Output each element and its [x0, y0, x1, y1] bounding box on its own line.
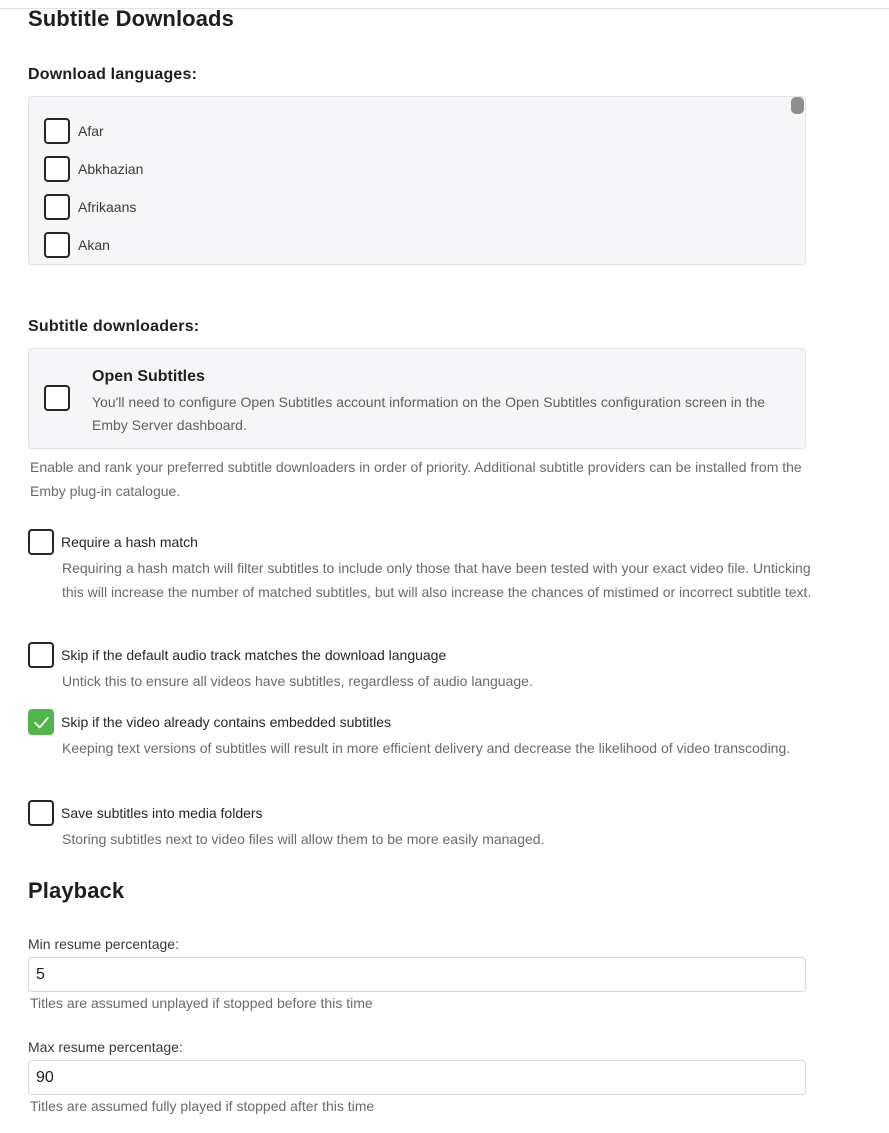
checkmark-icon: [33, 714, 50, 731]
option-description: Storing subtitles next to video files will allow them to be more easily managed.: [62, 831, 545, 847]
option-description: Untick this to ensure all videos have subtitles, regardless of audio language.: [62, 673, 533, 689]
language-label: Akan: [78, 237, 110, 253]
require-hash-match-checkbox[interactable]: [28, 529, 54, 555]
languages-scrollbar-thumb[interactable]: [791, 97, 804, 114]
option-skip-embedded-subtitles[interactable]: [28, 709, 818, 782]
option-label[interactable]: Skip if the video already contains embedded subtitles: [61, 714, 391, 730]
option-label[interactable]: Require a hash match: [61, 534, 198, 550]
download-languages-label: Download languages:: [28, 66, 198, 83]
max-resume-input[interactable]: [28, 1060, 806, 1095]
language-label: Afrikaans: [78, 199, 137, 215]
option-description: Requiring a hash match will filter subtitles to include only those that have been tested with your exact video file. Unticking this will increase the number of matched subtitles, but will also increase the chances of mistimed or incorrect subtitle text.: [62, 560, 812, 600]
max-resume-label: Max resume percentage:: [28, 1039, 183, 1055]
skip-default-audio-checkbox[interactable]: [28, 642, 54, 668]
max-resume-help: Titles are assumed fully played if stopped after this time: [30, 1098, 375, 1114]
option-skip-default-audio[interactable]: [28, 642, 818, 692]
option-description: Keeping text versions of subtitles will result in more efficient delivery and decrease the likelihood of video transcoding.: [62, 740, 791, 756]
language-label: Afar: [78, 123, 104, 139]
save-into-media-folders-checkbox[interactable]: [28, 800, 54, 826]
downloader-checkbox[interactable]: [44, 385, 70, 411]
downloaders-help-text: Enable and rank your preferred subtitle downloaders in order of priority. Additional subtitle providers can be installed from the Emby plug-in catalogue.: [30, 459, 802, 499]
skip-embedded-subtitles-checkbox[interactable]: [28, 709, 54, 735]
min-resume-label: Min resume percentage:: [28, 936, 179, 952]
min-resume-help: Titles are assumed unplayed if stopped before this time: [30, 995, 373, 1011]
option-label[interactable]: Skip if the default audio track matches the download language: [61, 647, 447, 663]
playback-heading: Playback: [28, 878, 125, 903]
download-languages-list[interactable]: [28, 96, 806, 265]
language-checkbox[interactable]: [44, 118, 70, 144]
subtitle-downloads-heading: Subtitle Downloads: [28, 6, 234, 31]
language-checkbox[interactable]: [44, 156, 70, 182]
option-label[interactable]: Save subtitles into media folders: [61, 805, 263, 821]
downloader-open-subtitles[interactable]: [28, 348, 806, 449]
language-checkbox[interactable]: [44, 232, 70, 258]
language-item-afar[interactable]: [44, 118, 644, 144]
option-require-hash-match[interactable]: [28, 529, 818, 623]
downloader-description: You'll need to configure Open Subtitles account information on the Open Subtitles configuration screen in the Emby Server dashboard.: [92, 394, 766, 433]
min-resume-input[interactable]: [28, 957, 806, 992]
option-save-into-media-folders[interactable]: [28, 800, 818, 850]
downloader-title: Open Subtitles: [92, 368, 205, 385]
language-checkbox[interactable]: [44, 194, 70, 220]
subtitle-downloaders-label: Subtitle downloaders:: [28, 318, 200, 335]
language-item-akan[interactable]: [44, 232, 644, 258]
language-item-afrikaans[interactable]: [44, 194, 644, 220]
language-label: Abkhazian: [78, 161, 144, 177]
language-item-abkhazian[interactable]: [44, 156, 644, 182]
